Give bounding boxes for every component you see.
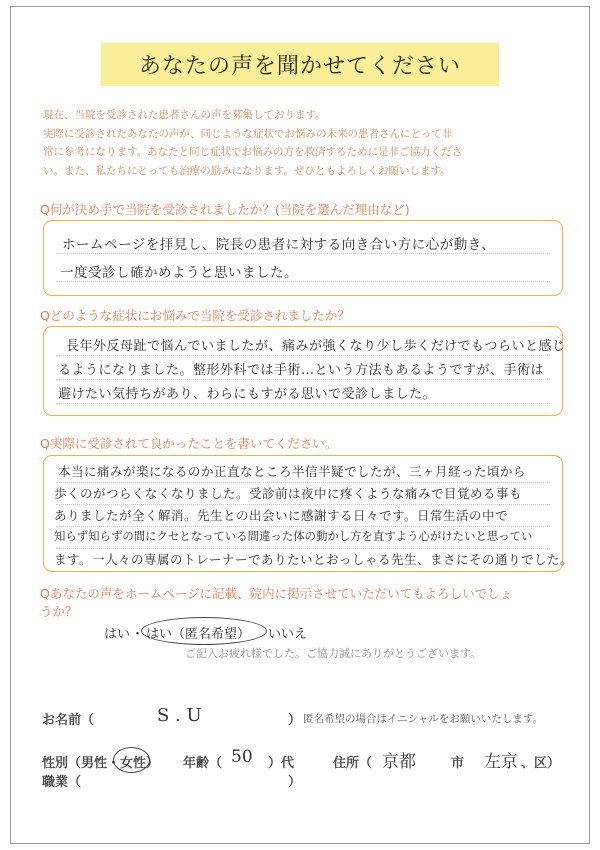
answer-line: 知らず知らずの間にクセとなっている間違った体の動かし方を直すよう心がけたいと思ってい	[54, 529, 533, 543]
option-yes-anonymous[interactable]: はい（匿名希望）	[146, 627, 251, 642]
age-label: 年齢（	[183, 756, 223, 771]
title-banner	[101, 43, 499, 86]
answer-box-1[interactable]	[43, 220, 563, 296]
answer-box-3[interactable]	[43, 455, 574, 572]
answer-rule	[56, 482, 550, 483]
answer-line: 本当に痛みが楽になるのか正直なところ半信半疑でしたが、三ヶ月経った頃から	[58, 464, 527, 479]
question-3: Q実際に受診されて良かったことを書いてください。	[40, 436, 338, 451]
job-close: ）	[288, 775, 302, 790]
answer-rule	[56, 504, 550, 505]
answer-line: ます。一人々の専属のトレーナーでありたいとおっしゃる先生、まさにその通りでした。	[54, 552, 574, 567]
selected-option-circle	[141, 617, 267, 645]
answer-rule	[56, 548, 550, 549]
thanks-message: ご記入お疲れ様でした。ご協力誠にありがとうございます。	[185, 647, 482, 660]
question-4-line-1: Qあなたの声をホームページに記載、院内に掲示させていただいてもよろしいでしょ	[40, 586, 513, 601]
intro-line: い。また、私たちにとっても治療の励みになります。ぜひともよろしくお願いします。	[43, 164, 451, 177]
answer-line: るようになりました。整形外科では手術…という方法もあるようですが、手術は	[58, 363, 545, 378]
name-note: 匿名希望の場合はイニシャルをお願いいたします。	[303, 713, 544, 725]
answer-line: 避けたい気持ちがあり、わらにもすがる思いで受診しました。	[58, 387, 437, 402]
page-title: あなたの声を聞かせてください	[138, 54, 461, 79]
option-separator: ・	[131, 627, 145, 642]
name-close: ）	[288, 713, 302, 728]
answer-box-2[interactable]	[43, 326, 566, 416]
answer-rule	[56, 281, 550, 282]
answer-rule	[56, 403, 550, 404]
address-ward-field[interactable]: 左京	[484, 752, 518, 772]
name-field[interactable]: S . U	[157, 705, 202, 726]
answer-line: ありましたが全く解消。先生との出会いに感謝する日々です。日常生活の中で	[54, 508, 509, 523]
intro-line: 現在、当院を受診された患者さんの声を募集しております。	[43, 109, 326, 121]
gender-selected-circle	[113, 747, 150, 773]
name-label: お名前（	[42, 713, 95, 728]
question-1: Q何が決め手で当院を受診されましたか？(当院を選んだ理由など)	[40, 202, 410, 217]
answer-line: 歩くのがつらくなくなりました。受診前は夜中に疼くような痛みで目覚める事も	[54, 486, 523, 501]
address-prefecture-field[interactable]: 京都	[382, 752, 416, 772]
age-field[interactable]: 50	[231, 747, 253, 767]
answer-rule	[56, 526, 550, 527]
option-yes[interactable]: はい	[104, 627, 131, 642]
answer-line: 長年外反母趾で悩んでいましたが、痛みが強くなり少し歩くだけでもつらいと感じ	[66, 339, 566, 354]
intro-line: 常に参考になります。あなたと同じ症状でお悩みの方を救済するために是非ご協力くださ	[43, 146, 463, 158]
answer-line: 一度受診し確かめようと思いました。	[60, 265, 298, 281]
job-label: 職業（	[42, 775, 82, 790]
answer-line: ホームページを拝見し、院長の患者に対する向き合い方に心が動き、	[62, 237, 496, 253]
answer-rule	[56, 379, 550, 380]
question-4-line-2: うか？	[40, 604, 78, 619]
intro-text	[43, 106, 563, 180]
age-close: ）代	[268, 756, 295, 771]
question-2: Qどのような症状にお悩みで当院を受診されましたか？	[40, 308, 350, 323]
answer-rule	[56, 355, 550, 356]
answer-rule	[56, 253, 550, 254]
intro-line: 実際に受診されたあなたの声が、同じような症状でお悩みの未来の患者さんにとって非	[43, 127, 453, 140]
option-no[interactable]: いいえ	[268, 627, 308, 642]
address-label: 住所（	[333, 756, 373, 771]
gender-label: 性別（男性・女性）	[42, 756, 160, 771]
city-label: 市	[451, 756, 465, 771]
ward-label: 、区）	[521, 756, 561, 771]
